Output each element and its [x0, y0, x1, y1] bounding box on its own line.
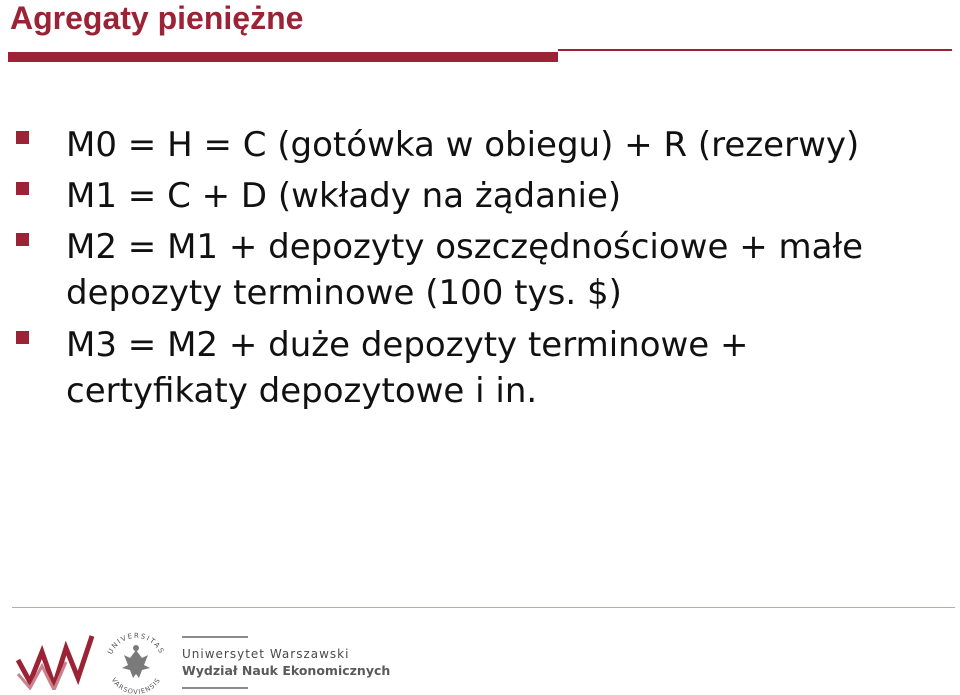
slide-title: Agregaty pieniężne	[10, 0, 304, 36]
university-seal-icon	[100, 628, 172, 694]
bullet-square-icon	[16, 331, 29, 344]
branding-rule-top	[182, 636, 248, 638]
bullet-item	[66, 322, 946, 414]
bullet-text-continuation: depozyty terminowe (100 tys. $)	[66, 273, 622, 313]
bullet-item	[66, 224, 946, 316]
seal-text-top: UNIVERSITAS	[106, 631, 166, 656]
bullet-square-icon	[16, 182, 29, 195]
bullet-text: M1 = C + D (wkłady na żądanie)	[66, 176, 622, 216]
faculty-name: Wydział Nauk Ekonomicznych	[182, 663, 391, 678]
university-branding	[182, 636, 422, 689]
bullet-square-icon	[16, 131, 29, 144]
bullet-square-icon	[16, 233, 29, 246]
title-underline-thin	[558, 49, 952, 51]
wne-zigzag-logo-icon	[16, 630, 94, 690]
branding-rule-bottom	[182, 687, 248, 689]
svg-text:VARSOVIENSIS	[110, 676, 163, 694]
seal-text-bottom: VARSOVIENSIS	[109, 676, 163, 694]
bullet-text: M0 = H = C (gotówka w obiegu) + R (rezerwy)	[66, 125, 860, 165]
bullet-text: M3 = M2 + duże depozyty terminowe +	[66, 325, 749, 365]
footer-divider	[12, 607, 955, 608]
title-underline-thick	[8, 52, 558, 62]
bullet-text: M2 = M1 + depozyty oszczędnościowe + małe	[66, 227, 864, 267]
university-name: Uniwersytet Warszawski	[182, 647, 350, 661]
bullet-item	[66, 173, 946, 219]
bullet-item	[66, 122, 946, 168]
bullet-text-continuation: certyfikaty depozytowe i in.	[66, 371, 538, 411]
